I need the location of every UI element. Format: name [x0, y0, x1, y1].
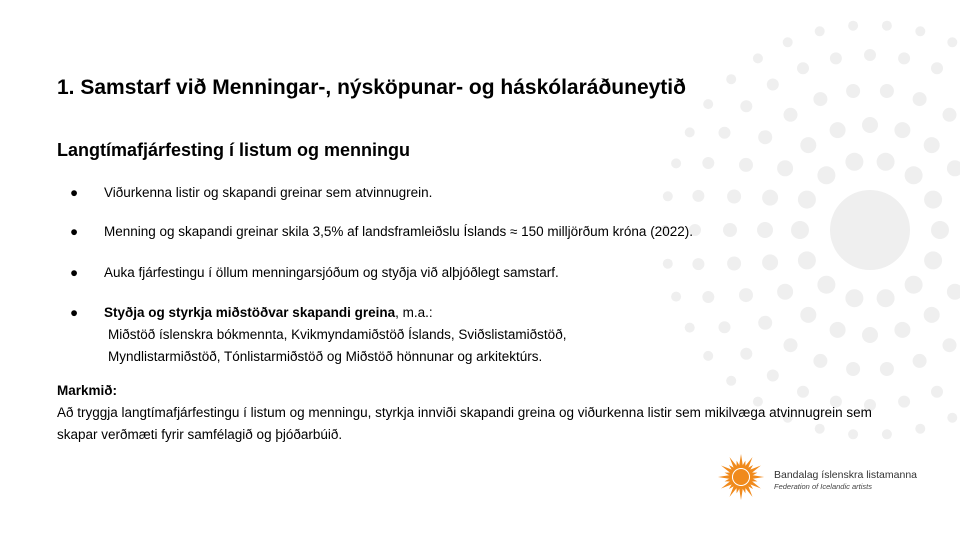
bullet-text: [104, 302, 566, 368]
watermark-dot: [947, 37, 957, 47]
watermark-dot: [862, 117, 878, 133]
watermark-dot: [894, 122, 910, 138]
bullet-rest-text: , m.a.:: [395, 305, 433, 320]
watermark-dot: [813, 92, 827, 106]
watermark-dot: [757, 222, 773, 238]
watermark-dot: [797, 62, 809, 74]
bullet-dot: ●: [70, 265, 79, 280]
watermark-dot: [882, 21, 892, 31]
watermark-dot: [798, 251, 816, 269]
watermark-dot: [924, 307, 940, 323]
bullet-subline: Myndlistarmiðstöð, Tónlistarmiðstöð og Miðstöð hönnunar og arkitektúrs.: [108, 349, 543, 364]
watermark-dot: [719, 127, 731, 139]
watermark-dot: [739, 158, 753, 172]
watermark-dot: [783, 37, 793, 47]
watermark-dot: [898, 396, 910, 408]
watermark-dot: [685, 127, 695, 137]
sunburst-logo-icon: [716, 452, 766, 502]
watermark-dot: [943, 338, 957, 352]
watermark-dot: [719, 321, 731, 333]
watermark-dot: [905, 276, 923, 294]
watermark-dot: [663, 259, 673, 269]
watermark-dot: [924, 251, 942, 269]
watermark-dot: [931, 386, 943, 398]
bullet-dot: ●: [70, 185, 79, 200]
watermark-dot: [898, 52, 910, 64]
watermark-dot: [915, 424, 925, 434]
watermark-dot: [671, 292, 681, 302]
bil-logo: [716, 452, 946, 504]
logo-subtitle: Federation of Icelandic artists: [774, 482, 872, 491]
watermark-dot: [702, 291, 714, 303]
watermark-dot: [947, 160, 960, 176]
watermark-dot: [702, 157, 714, 169]
watermark-dot: [877, 153, 895, 171]
watermark-dot: [845, 289, 863, 307]
watermark-dot: [913, 92, 927, 106]
watermark-dot: [943, 108, 957, 122]
bullet-bold-text: Styðja og styrkja miðstöðvar skapandi greina: [104, 305, 396, 320]
watermark-dot: [815, 26, 825, 36]
watermark-dot: [880, 84, 894, 98]
watermark-dot: [726, 74, 736, 84]
watermark-dot: [931, 221, 949, 239]
watermark-dot: [846, 84, 860, 98]
watermark-dot: [830, 52, 842, 64]
watermark-dot: [931, 62, 943, 74]
watermark-dot: [740, 100, 752, 112]
watermark-dot: [817, 276, 835, 294]
watermark-dot: [947, 284, 960, 300]
logo-name: Bandalag íslenskra listamanna: [774, 469, 918, 481]
watermark-dot: [740, 348, 752, 360]
watermark-dot: [758, 316, 772, 330]
watermark-dot: [830, 122, 846, 138]
watermark-dot: [671, 158, 681, 168]
watermark-dot: [777, 160, 793, 176]
watermark-dot: [845, 153, 863, 171]
watermark-dot: [692, 190, 704, 202]
watermark-dot: [800, 307, 816, 323]
watermark-dot: [924, 191, 942, 209]
watermark-dot: [777, 284, 793, 300]
watermark-dot: [727, 190, 741, 204]
bullet-text: Auka fjárfestingu í öllum menningarsjóðum og styðja við alþjóðlegt samstarf.: [104, 265, 559, 280]
bullet-text: Menning og skapandi greinar skila 3,5% af landsframleiðslu Íslands ≈ 150 milljörðum króna (2022).: [104, 224, 693, 239]
watermark-dot: [924, 137, 940, 153]
watermark-dot: [830, 322, 846, 338]
watermark-dot: [800, 137, 816, 153]
watermark-dot: [791, 221, 809, 239]
watermark-dot: [913, 354, 927, 368]
watermark-dot: [848, 21, 858, 31]
watermark-dot: [703, 99, 713, 109]
watermark-dot: [723, 223, 737, 237]
watermark-dot: [663, 191, 673, 201]
watermark-dot: [894, 322, 910, 338]
watermark-dot: [947, 413, 957, 423]
watermark-dot: [685, 323, 695, 333]
watermark-dot: [703, 351, 713, 361]
goal-text: Að tryggja langtímafjárfestingu í listum og menningu, styrkja innviði skapandi greina og viðurkenna listir sem mikilvæga atvinnugrein sem skapar verðmæti fyrir samfélagið og þjóðarbúið.: [57, 405, 872, 442]
watermark-dot: [846, 362, 860, 376]
bullet-dot: ●: [70, 305, 79, 320]
watermark-dot: [877, 289, 895, 307]
watermark-dot: [817, 166, 835, 184]
goal-heading: Markmið:: [57, 383, 118, 398]
bullet-subline: Miðstöð íslenskra bókmennta, Kvikmyndamiðstöð Íslands, Sviðslistamiðstöð,: [108, 327, 567, 342]
slide-title: 1. Samstarf við Menningar-, nýsköpunar- og háskólaráðuneytið: [57, 76, 686, 99]
watermark-dot: [758, 130, 772, 144]
goal-section: [57, 380, 877, 446]
watermark-dot: [762, 254, 778, 270]
watermark-dot: [727, 257, 741, 271]
sunburst-watermark: [660, 20, 960, 440]
bullet-text: Viðurkenna listir og skapandi greinar sem atvinnugrein.: [104, 185, 433, 200]
slide-subtitle: Langtímafjárfesting í listum og menningu: [57, 140, 411, 160]
watermark-dot: [905, 166, 923, 184]
watermark-dot: [784, 108, 798, 122]
watermark-dot: [784, 338, 798, 352]
watermark-dot: [864, 49, 876, 61]
watermark-dot: [880, 362, 894, 376]
watermark-dot: [798, 191, 816, 209]
watermark-dot: [753, 53, 763, 63]
bullet-dot: ●: [70, 224, 79, 239]
watermark-dot: [767, 79, 779, 91]
watermark-dot: [739, 288, 753, 302]
watermark-dot: [692, 258, 704, 270]
watermark-dot: [915, 26, 925, 36]
watermark-dot: [762, 190, 778, 206]
watermark-dot: [882, 429, 892, 439]
watermark-dot: [813, 354, 827, 368]
watermark-dot: [862, 327, 878, 343]
